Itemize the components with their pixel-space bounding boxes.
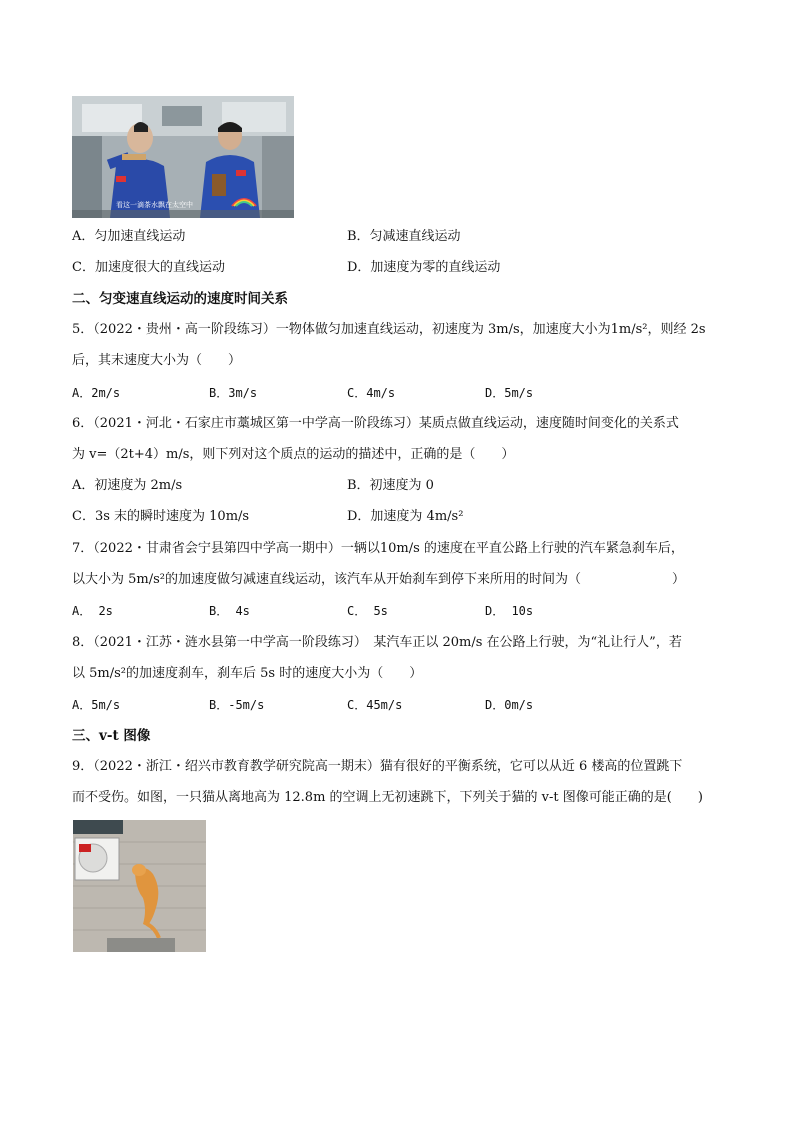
q5-option-d: D．5m/s (485, 386, 534, 400)
q8-stem-line1: 8．（2021・江苏・涟水县第一中学高一阶段练习） 某汽车正以 20m/s 在公路上行驶，为“礼让行人”，若 (72, 635, 682, 650)
q5-option-b: B．3m/s (209, 386, 258, 400)
q4-option-a: A．匀加速直线运动 (72, 229, 186, 244)
q6-option-c: C．3s 末的瞬时速度为 10m/s (72, 509, 250, 524)
q4-option-d: D．加速度为零的直线运动 (347, 260, 501, 275)
q5-option-c: C．4m/s (347, 386, 396, 400)
q4-option-c: C．加速度很大的直线运动 (72, 260, 225, 275)
space-station-photo (72, 96, 294, 218)
section-heading-3: 三、v-t 图像 (72, 728, 151, 744)
q7-option-c: C． 5s (347, 604, 388, 618)
photo-caption: 看这一滴茶水飘在太空中 (116, 201, 193, 209)
q6-stem-line2: 为 v=（2t+4）m/s，则下列对这个质点的运动的描述中，正确的是（ ） (72, 447, 515, 462)
q6-option-d: D．加速度为 4m/s² (347, 509, 464, 524)
q6-stem-line1: 6．（2021・河北・石家庄市藁城区第一中学高一阶段练习）某质点做直线运动，速度随时间变化的关系式 (72, 416, 679, 431)
cat-illustration (73, 820, 206, 952)
q8-option-a: A．5m/s (72, 698, 121, 712)
q7-option-b: B． 4s (209, 604, 250, 618)
q7-option-d: D． 10s (485, 604, 534, 618)
q8-option-d: D．0m/s (485, 698, 534, 712)
q5-option-a: A．2m/s (72, 386, 121, 400)
q9-stem-line1: 9．（2022・浙江・绍兴市教育教学研究院高一期末）猫有很好的平衡系统，它可以从近 6 楼高的位置跳下 (72, 759, 683, 774)
q9-stem-line2: 而不受伤。如图，一只猫从离地高为 12.8m 的空调上无初速跳下，下列关于猫的 v-t 图像可能正确的是( ) (72, 790, 703, 805)
q8-stem-line2: 以 5m/s²的加速度刹车，刹车后 5s 时的速度大小为（ ） (72, 666, 423, 681)
q8-option-c: C．45m/s (347, 698, 403, 712)
q6-option-b: B．初速度为 0 (347, 478, 434, 493)
q7-option-a: A． 2s (72, 604, 113, 618)
q5-stem-line1: 5．（2022・贵州・高一阶段练习）一物体做匀加速直线运动，初速度为 3m/s，加速度大小为1m/s²，则经 2s (72, 322, 706, 337)
cat-jumping-photo (73, 820, 206, 952)
q5-stem-line2: 后，其末速度大小为（ ） (72, 353, 242, 368)
q8-option-b: B．-5m/s (209, 698, 265, 712)
q6-option-a: A．初速度为 2m/s (72, 478, 183, 493)
q7-stem-line2: 以大小为 5m/s²的加速度做匀减速直线运动，该汽车从开始刹车到停下来所用的时间为（ ） (72, 572, 685, 587)
q7-stem-line1: 7．（2022・甘肃省会宁县第四中学高一期中）一辆以10m/s 的速度在平直公路上行驶的汽车紧急刹车后， (72, 541, 684, 556)
q4-option-b: B．匀减速直线运动 (347, 229, 461, 244)
section-heading-2: 二、匀变速直线运动的速度时间关系 (72, 291, 288, 307)
